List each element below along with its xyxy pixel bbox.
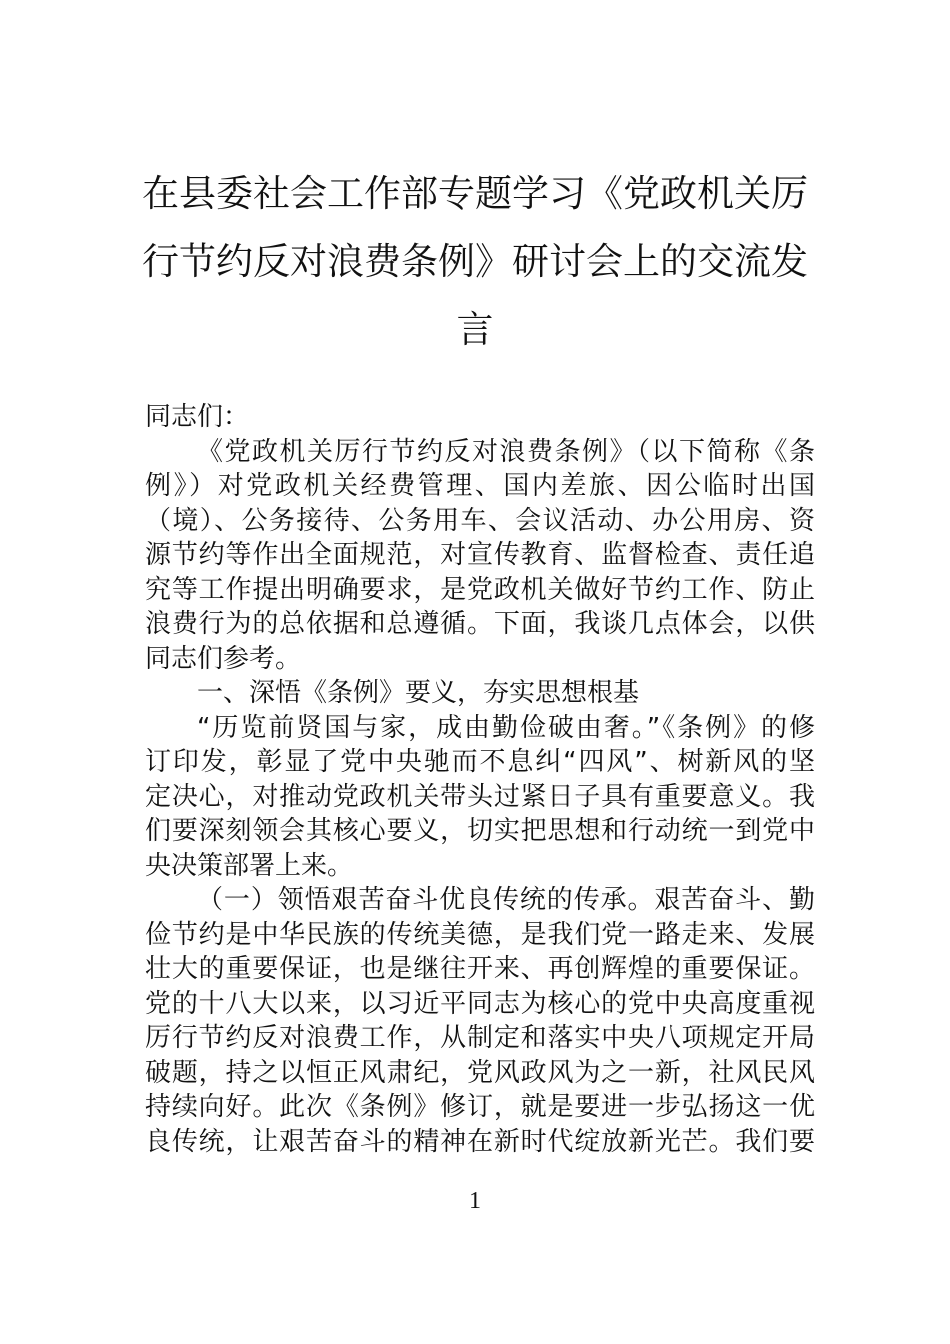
paragraph-intro (145, 435, 815, 677)
text-line: 厉行节约反对浪费工作，从制定和落实中央八项规定开局 (145, 1023, 815, 1053)
section-heading: 一、深悟《条例》要义，夯实思想根基 (197, 678, 640, 708)
text-line: 党的十八大以来，以习近平同志为核心的党中央高度重视 (145, 988, 815, 1019)
text-line: （境）、公务接待、公务用车、会议活动、办公用房、资 (145, 505, 815, 536)
text-line: 源节约等作出全面规范，对宣传教育、监督检查、责任追 (145, 540, 815, 570)
text-line: 们要深刻领会其核心要义，切实把思想和行动统一到党中 (145, 816, 815, 846)
page-number: 1 (469, 1188, 481, 1214)
text-line: 俭节约是中华民族的传统美德，是我们党一路走来、发展 (145, 919, 815, 950)
title-line: 在县委社会工作部专题学习《党政机关厉 (142, 172, 808, 215)
paragraph-section-one (145, 711, 815, 884)
text-line: 破题，持之以恒正风肃纪，党风政风为之一新，社风民风 (145, 1057, 815, 1088)
text-line: （一）领悟艰苦奋斗优良传统的传承。艰苦奋斗、勤 (197, 885, 815, 915)
greeting: 同志们： (145, 402, 250, 432)
text-line: 定决心，对推动党政机关带头过紧日子具有重要意义。我 (145, 781, 815, 812)
document-title (120, 160, 830, 364)
paragraph-subsection-one (145, 883, 815, 1159)
text-line: 壮大的重要保证，也是继往开来、再创辉煌的重要保证。 (145, 954, 815, 984)
title-line: 行节约反对浪费条例》研讨会上的交流发 (142, 240, 808, 283)
text-line: 究等工作提出明确要求，是党政机关做好节约工作、防止 (145, 574, 815, 605)
text-line: 持续向好。此次《条例》修订，就是要进一步弘扬这一优 (145, 1092, 815, 1122)
text-line: 《党政机关厉行节约反对浪费条例》（以下简称《条 (197, 436, 815, 467)
text-line: 浪费行为的总依据和总遵循。下面，我谈几点体会，以供 (145, 609, 815, 639)
title-line: 言 (456, 308, 494, 351)
text-line: 同志们参考。 (145, 643, 302, 674)
text-line: “历览前贤国与家，成由勤俭破由奢。”《条例》的修 (197, 712, 815, 743)
text-line: 良传统，让艰苦奋斗的精神在新时代绽放新光芒。我们要 (145, 1126, 815, 1157)
text-line: 央决策部署上来。 (145, 850, 354, 881)
text-line: 订印发，彰显了党中央驰而不息纠“四风”、树新风的坚 (145, 747, 815, 777)
document-body (145, 400, 815, 1159)
text-line: 例》）对党政机关经费管理、国内差旅、因公临时出国 (145, 471, 815, 501)
